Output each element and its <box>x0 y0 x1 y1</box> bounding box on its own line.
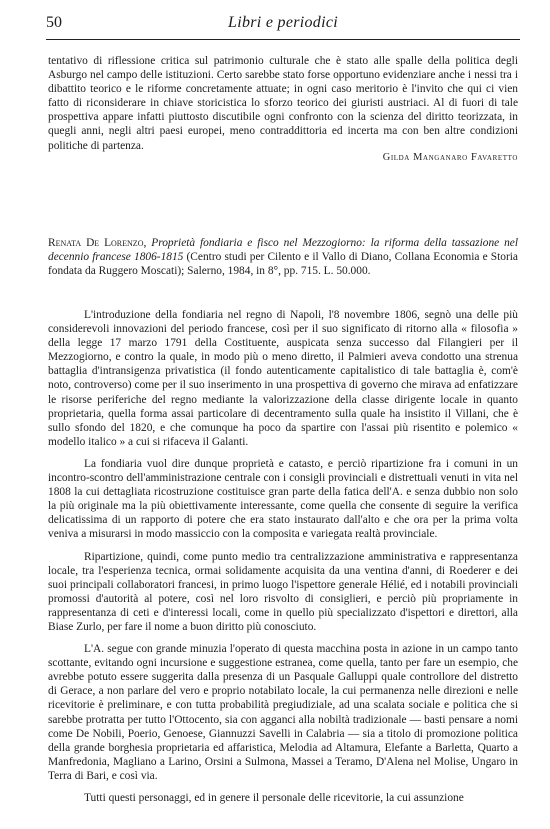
running-head: Libri e periodici <box>228 14 338 31</box>
citation-details: (Centro studi per Cilento e il Vallo di Diano, Collana Economia e Storia fondata da Ruggero Moscati); Salerno, 1984, in 8°, pp. 715. L. 50.000. <box>48 251 518 278</box>
page-header <box>46 14 520 38</box>
header-rule <box>46 39 520 40</box>
review-paragraph: Ripartizione, quindi, come punto medio tra centralizzazione amministrativa e rappresentanza locale, tra l'esperienza tecnica, ormai solidamente acquisita da una ventina d'anni, di Roederer e dei suoi principali collaboratori francesi, in primo luogo l'ispettore generale Hélié, ed i notabili provinciali promossi d'autorità al potere, così nel loro risvolto di consiglieri, e perciò più propriamente in rappresentanza di ceti e d'interessi locali, come in quello più specializzato d'ispettori e direttori, alla Biase Zurlo, per fare il nome a buon diritto più conosciuto. <box>48 550 518 633</box>
review-paragraph: L'introduzione della fondiaria nel regno di Napoli, l'8 novembre 1806, segnò una delle più considerevoli innovazioni del periodo francese, così per il suo significato di ritorno alla « filosofia » della legge 17 marzo 1791 della Costituente, auspicata senza successo dal Filangieri per il Mezzogiorno, e contro la quale, in modo più o meno diretto, il Palmieri aveva condotto una strenua battaglia d'intransigenza privatistica (il fondo autenticamente capitalistico di tale battaglia è, com'è noto, controverso) come per il suo inserimento in una prospettiva di governo che mirava ad enfatizzare le risorse periferiche del regno mediante la valorizzazione della classe dirigente locale in quanto proprietaria, quella forma assai particolare di decentramento sulla quale ha insistito il Villani, che è sullo sfondo del 1820, e che comunque ha poco da spartire con l'assai più risentito e polemico « modello italico » a cui si rifaceva il Galanti. <box>48 309 518 448</box>
review-paragraph: La fondiaria vuol dire dunque proprietà e catasto, e perciò ripartizione fra i comuni in un incontro-scontro dell'amministrazione centrale con i consigli provinciali e distrettuali venuti in vita nel 1808 la cui dettagliata ricostruzione costituisce gran parte della fatica dell'A. e senza dubbio non solo la più originale ma la più obiettivamente interessante, come quella che consente di seguire la verifica delicatissima di un rapporto di potere che era stato instaurato dall'alto e che ora per la prima volta veniva a misurarsi in modo massiccio con la composita e variegata realtà provinciale. <box>48 457 518 541</box>
reviewer-signature: Gilda Manganaro Favaretto <box>382 152 518 163</box>
previous-review-closing-paragraph: tentativo di riflessione critica sul patrimonio culturale che è stato alle spalle della politica degli Asburgo nel campo delle istituzioni. Certo sarebbe stato forse opportuno evidenziare anche i nessi tra i dibattito teorico e le riforme concretamente attuate; in ogni caso meritorio è l'invito che qui ci vien fatto di riconsiderare in chiave storicistica lo sforzo teorico dei giuristi austriaci. Al di fuori di tale prospettiva appare infatti piuttosto discutibile ogni confronto con la scienza del diritto teorizzata, in quegli anni, negli altri paesi europei, meno contraddittoria ed incerta ma con ben altre condizioni politiche di partenza. <box>48 55 518 152</box>
page-number: 50 <box>46 14 62 31</box>
review-paragraph: L'A. segue con grande minuzia l'operato di questa macchina posta in azione in un campo tanto scottante, evitando ogni incursione e suggestione estranea, come quella, tanto per fare un esempio, che avrebbe potuto essere suggerita dalla presenza di un Pasquale Galluppi quale controllore del distretto di Gerace, a non parlare del vero e proprio notabilato locale, la cui permanenza nelle direzioni e nelle ricevitorie è preliminare, e con tutta probabilità pregiudiziale, ad una scalata sociale e politica che si sarebbe protratta per tutto l'Ottocento, sia con agganci alla nobiltà tradizionale — basti pensare a nomi come De Nobili, Poerio, Genoese, Giannuzzi Savelli in Calabria — sia a titolo di promozione politica della grande borghesia proprietaria ed affaristica, Melodia ad Altamura, Elefante a Barletta, Quarto a Manfredonia, Magliano a Larino, Orsini a Sulmona, Massei a Teramo, D'Alena nel Molise, Ungaro in Terra di Bari, e così via. <box>48 643 518 782</box>
review-paragraph: Tutti questi personaggi, ed in genere il personale delle ricevitorie, la cui assunzione <box>84 792 464 804</box>
citation-author: Renata De Lorenzo, <box>48 237 147 249</box>
book-citation <box>48 236 518 278</box>
citation-title: Proprietà fondiaria e fisco nel Mezzogiorno: la riforma della tassazione nel decennio francese 1806-1815 <box>48 237 519 264</box>
review-body <box>48 308 518 805</box>
